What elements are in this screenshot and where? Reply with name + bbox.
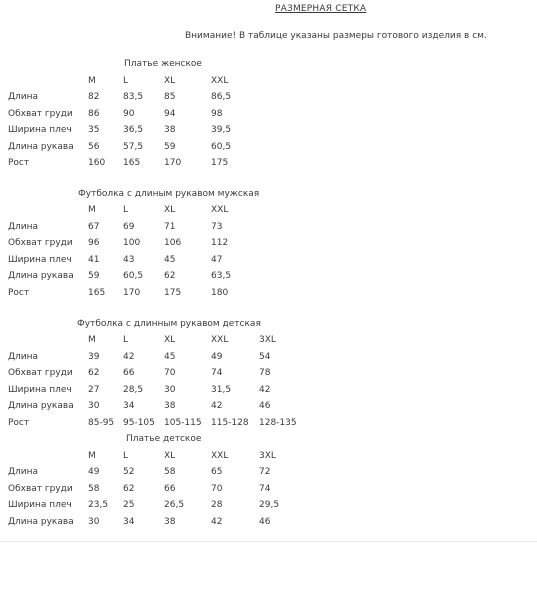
table-cell: 45 bbox=[164, 352, 176, 362]
row-label: Рост bbox=[8, 288, 30, 298]
table-cell: 43 bbox=[123, 255, 135, 265]
row-label: Обхват груди bbox=[8, 484, 73, 494]
divider bbox=[0, 541, 537, 542]
table-cell: 83,5 bbox=[123, 92, 144, 102]
table-cell: 34 bbox=[123, 401, 135, 411]
table-cell: 71 bbox=[164, 222, 176, 232]
column-header: 3XL bbox=[259, 451, 276, 461]
table-cell: 27 bbox=[88, 385, 100, 395]
table-cell: 100 bbox=[123, 238, 141, 248]
table-cell: 38 bbox=[164, 401, 176, 411]
row-label: Длина рукава bbox=[8, 142, 74, 152]
row-label: Длина рукава bbox=[8, 401, 74, 411]
row-label: Обхват груди bbox=[8, 368, 73, 378]
column-header: XXL bbox=[211, 205, 229, 215]
table-cell: 49 bbox=[88, 467, 100, 477]
table-cell: 58 bbox=[88, 484, 100, 494]
row-label: Длина bbox=[8, 92, 39, 102]
table-cell: 180 bbox=[211, 288, 229, 298]
column-header: XL bbox=[164, 335, 176, 345]
column-header: XL bbox=[164, 451, 176, 461]
table-cell: 42 bbox=[123, 352, 135, 362]
table-cell: 65 bbox=[211, 467, 223, 477]
table-cell: 39,5 bbox=[211, 125, 232, 135]
row-label: Ширина плеч bbox=[8, 385, 72, 395]
table-cell: 35 bbox=[88, 125, 100, 135]
table-cell: 59 bbox=[164, 142, 176, 152]
row-label: Длина рукава bbox=[8, 517, 74, 527]
table-cell: 57,5 bbox=[123, 142, 144, 152]
row-label: Обхват груди bbox=[8, 109, 73, 119]
table-cell: 106 bbox=[164, 238, 182, 248]
table-cell: 42 bbox=[211, 401, 223, 411]
table-cell: 73 bbox=[211, 222, 223, 232]
table-cell: 63,5 bbox=[211, 271, 232, 281]
table-cell: 78 bbox=[259, 368, 271, 378]
table-cell: 62 bbox=[164, 271, 176, 281]
column-header: L bbox=[123, 451, 129, 461]
table-cell: 58 bbox=[164, 467, 176, 477]
table-title: Платье детское bbox=[126, 434, 202, 444]
table-cell: 86 bbox=[88, 109, 100, 119]
column-header: XXL bbox=[211, 335, 229, 345]
table-cell: 85-95 bbox=[88, 418, 115, 428]
table-cell: 42 bbox=[259, 385, 271, 395]
table-cell: 165 bbox=[123, 158, 141, 168]
table-cell: 96 bbox=[88, 238, 100, 248]
table-cell: 70 bbox=[211, 484, 223, 494]
page-title: РАЗМЕРНАЯ СЕТКА bbox=[275, 4, 367, 14]
table-cell: 28 bbox=[211, 500, 223, 510]
table-cell: 62 bbox=[88, 368, 100, 378]
table-cell: 74 bbox=[259, 484, 271, 494]
table-cell: 82 bbox=[88, 92, 100, 102]
row-label: Рост bbox=[8, 418, 30, 428]
table-cell: 165 bbox=[88, 288, 106, 298]
table-cell: 85 bbox=[164, 92, 176, 102]
table-cell: 56 bbox=[88, 142, 100, 152]
table-cell: 38 bbox=[164, 125, 176, 135]
table-cell: 170 bbox=[123, 288, 141, 298]
table-cell: 30 bbox=[164, 385, 176, 395]
column-header: M bbox=[88, 76, 96, 86]
table-cell: 39 bbox=[88, 352, 100, 362]
table-cell: 94 bbox=[164, 109, 176, 119]
table-title: Футболка с длиным рукавом мужская bbox=[78, 189, 260, 199]
table-cell: 59 bbox=[88, 271, 100, 281]
table-cell: 34 bbox=[123, 517, 135, 527]
table-cell: 170 bbox=[164, 158, 182, 168]
table-cell: 41 bbox=[88, 255, 100, 265]
table-cell: 46 bbox=[259, 401, 271, 411]
column-header: M bbox=[88, 451, 96, 461]
table-cell: 74 bbox=[211, 368, 223, 378]
column-header: L bbox=[123, 76, 129, 86]
table-cell: 45 bbox=[164, 255, 176, 265]
table-cell: 70 bbox=[164, 368, 176, 378]
row-label: Рост bbox=[8, 158, 30, 168]
table-cell: 98 bbox=[211, 109, 223, 119]
notice-text: Внимание! В таблице указаны размеры готового изделия в см. bbox=[185, 31, 487, 41]
column-header: XL bbox=[164, 76, 176, 86]
table-cell: 31,5 bbox=[211, 385, 232, 395]
table-cell: 46 bbox=[259, 517, 271, 527]
table-cell: 72 bbox=[259, 467, 271, 477]
row-label: Ширина плеч bbox=[8, 255, 72, 265]
table-cell: 90 bbox=[123, 109, 135, 119]
table-cell: 115-128 bbox=[211, 418, 249, 428]
table-cell: 66 bbox=[123, 368, 135, 378]
table-cell: 28,5 bbox=[123, 385, 144, 395]
table-cell: 25 bbox=[123, 500, 135, 510]
column-header: XL bbox=[164, 205, 176, 215]
table-cell: 36,5 bbox=[123, 125, 144, 135]
table-title: Футболка с длинным рукавом детская bbox=[77, 319, 261, 329]
table-cell: 160 bbox=[88, 158, 106, 168]
column-header: M bbox=[88, 205, 96, 215]
row-label: Длина bbox=[8, 222, 39, 232]
table-cell: 86,5 bbox=[211, 92, 232, 102]
table-cell: 30 bbox=[88, 517, 100, 527]
table-title: Платье женское bbox=[124, 59, 202, 69]
column-header: M bbox=[88, 335, 96, 345]
table-cell: 52 bbox=[123, 467, 135, 477]
column-header: L bbox=[123, 205, 129, 215]
table-cell: 38 bbox=[164, 517, 176, 527]
table-cell: 66 bbox=[164, 484, 176, 494]
table-cell: 54 bbox=[259, 352, 271, 362]
column-header: 3XL bbox=[259, 335, 276, 345]
table-cell: 60,5 bbox=[123, 271, 144, 281]
row-label: Длина рукава bbox=[8, 271, 74, 281]
table-cell: 29,5 bbox=[259, 500, 280, 510]
table-cell: 42 bbox=[211, 517, 223, 527]
table-cell: 175 bbox=[164, 288, 182, 298]
row-label: Длина bbox=[8, 352, 39, 362]
row-label: Ширина плеч bbox=[8, 125, 72, 135]
row-label: Ширина плеч bbox=[8, 500, 72, 510]
table-cell: 49 bbox=[211, 352, 223, 362]
row-label: Обхват груди bbox=[8, 238, 73, 248]
table-cell: 128-135 bbox=[259, 418, 297, 428]
table-cell: 67 bbox=[88, 222, 100, 232]
row-label: Длина bbox=[8, 467, 39, 477]
table-cell: 60,5 bbox=[211, 142, 232, 152]
table-cell: 62 bbox=[123, 484, 135, 494]
table-cell: 26,5 bbox=[164, 500, 185, 510]
table-cell: 112 bbox=[211, 238, 229, 248]
table-cell: 95-105 bbox=[123, 418, 155, 428]
table-cell: 69 bbox=[123, 222, 135, 232]
column-header: XXL bbox=[211, 76, 229, 86]
table-cell: 105-115 bbox=[164, 418, 202, 428]
column-header: XXL bbox=[211, 451, 229, 461]
table-cell: 175 bbox=[211, 158, 229, 168]
table-cell: 47 bbox=[211, 255, 223, 265]
column-header: L bbox=[123, 335, 129, 345]
table-cell: 30 bbox=[88, 401, 100, 411]
table-cell: 23,5 bbox=[88, 500, 109, 510]
